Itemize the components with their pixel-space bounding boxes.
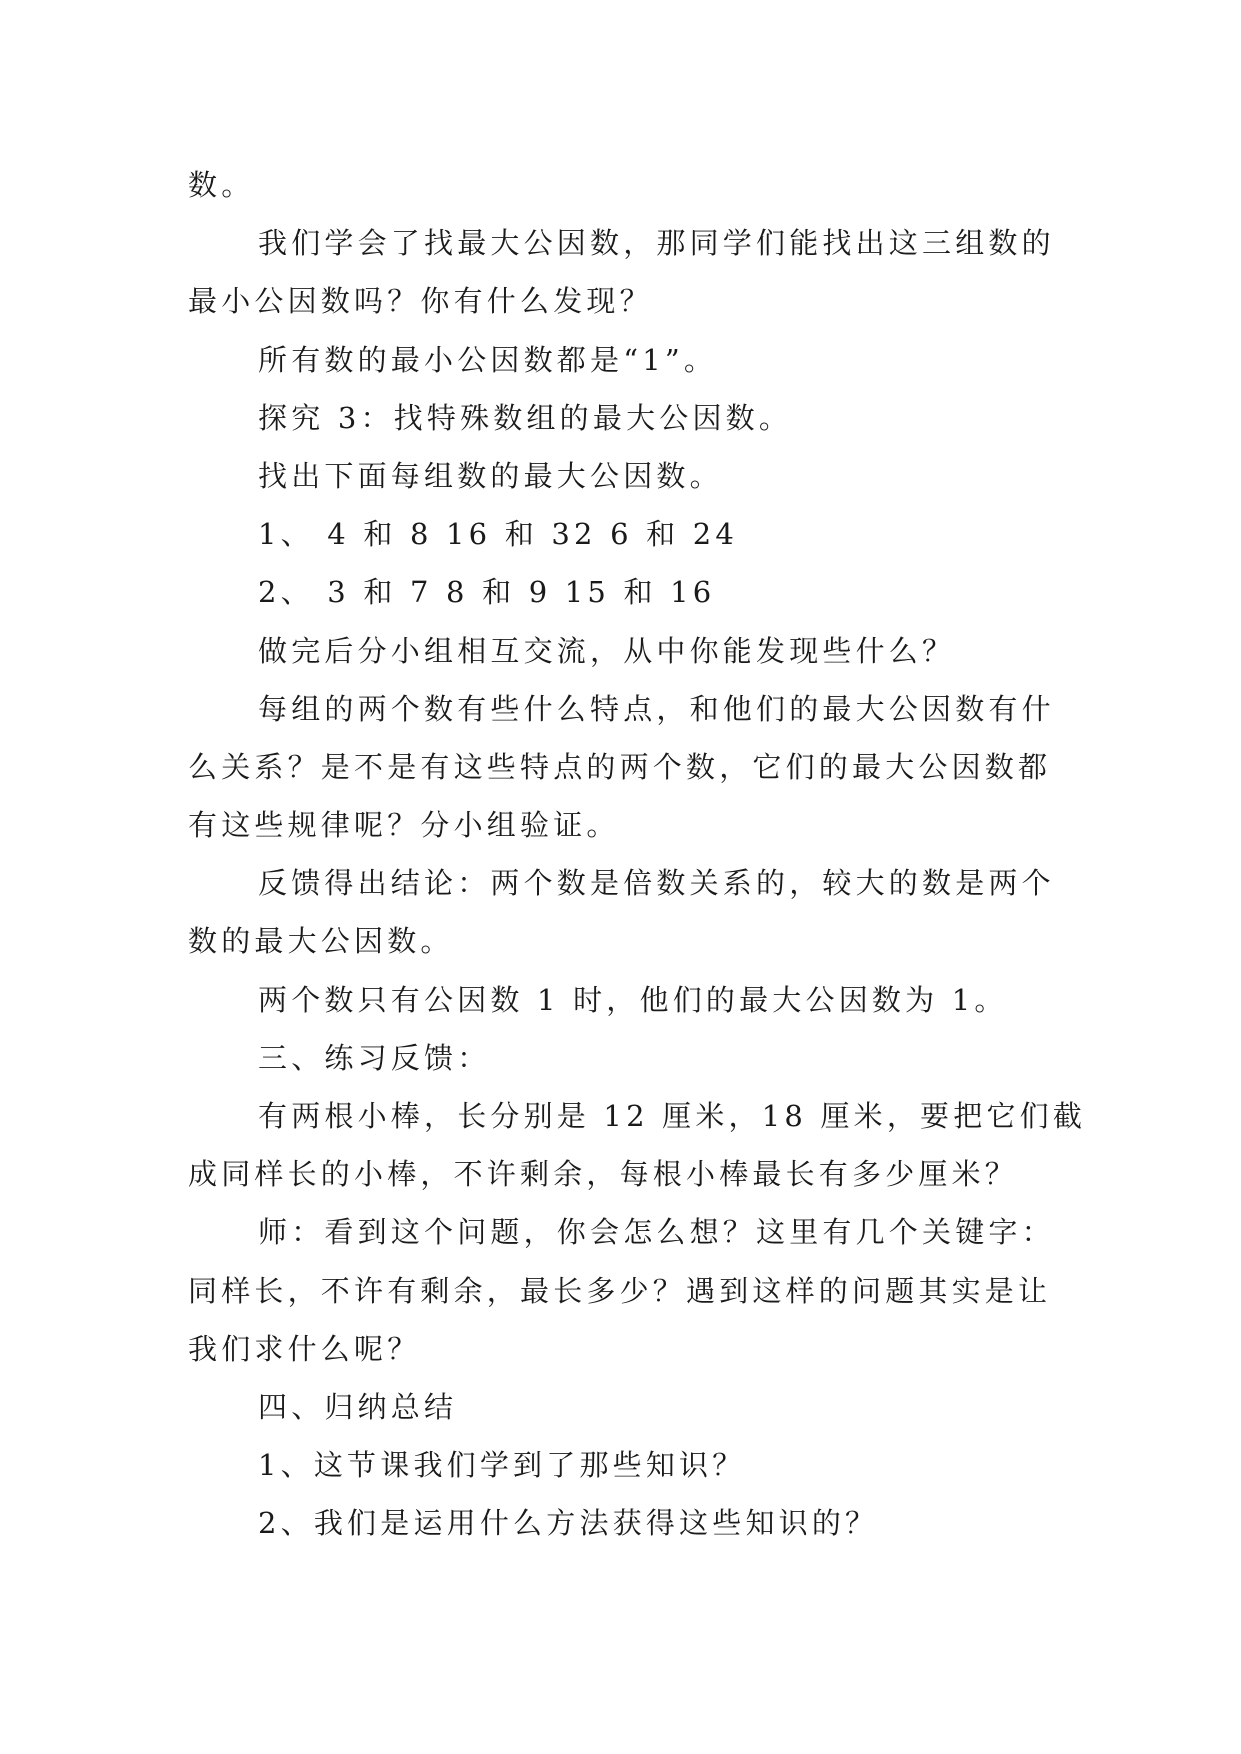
number-group-line: 1、 4 和 8 16 和 32 6 和 24 xyxy=(258,517,739,552)
text-line: 所有数的最小公因数都是“1”。 xyxy=(258,342,718,377)
section-heading: 四、归纳总结 xyxy=(258,1389,458,1424)
text-line: 同样长，不许有剩余，最长多少？遇到这样的问题其实是让 xyxy=(188,1273,1052,1308)
text-line: 找出下面每组数的最大公因数。 xyxy=(258,458,723,493)
text-line: 我们学会了找最大公因数，那同学们能找出这三组数的 xyxy=(258,226,1055,261)
text-line: 成同样长的小棒，不许剩余，每根小棒最长有多少厘米？ xyxy=(188,1157,1019,1192)
text-line: 两个数只有公因数 1 时，他们的最大公因数为 1。 xyxy=(258,982,1008,1017)
text-line: 最小公因数吗？你有什么发现？ xyxy=(188,284,653,319)
number-group-line: 2、 3 和 7 8 和 9 15 和 16 xyxy=(258,575,716,610)
text-line: 么关系？是不是有这些特点的两个数，它们的最大公因数都 xyxy=(188,749,1052,784)
summary-item: 1、这节课我们学到了那些知识？ xyxy=(258,1448,746,1483)
text-line: 反馈得出结论：两个数是倍数关系的，较大的数是两个 xyxy=(258,866,1055,901)
text-line: 师：看到这个问题，你会怎么想？这里有几个关键字： xyxy=(258,1215,1055,1250)
text-line: 每组的两个数有些什么特点，和他们的最大公因数有什 xyxy=(258,691,1055,726)
section-heading: 探究 3：找特殊数组的最大公因数。 xyxy=(258,400,793,435)
text-line: 数的最大公因数。 xyxy=(188,924,454,959)
text-line: 有这些规律呢？分小组验证。 xyxy=(188,808,620,843)
document-body xyxy=(188,156,1087,1553)
section-heading: 三、练习反馈： xyxy=(258,1040,491,1075)
text-line: 我们求什么呢？ xyxy=(188,1331,421,1366)
text-line: 做完后分小组相互交流，从中你能发现些什么？ xyxy=(258,633,956,668)
summary-item: 2、我们是运用什么方法获得这些知识的？ xyxy=(258,1506,879,1541)
text-line: 有两根小棒，长分别是 12 厘米，18 厘米，要把它们截 xyxy=(258,1099,1087,1133)
text-line: 数。 xyxy=(188,168,255,202)
